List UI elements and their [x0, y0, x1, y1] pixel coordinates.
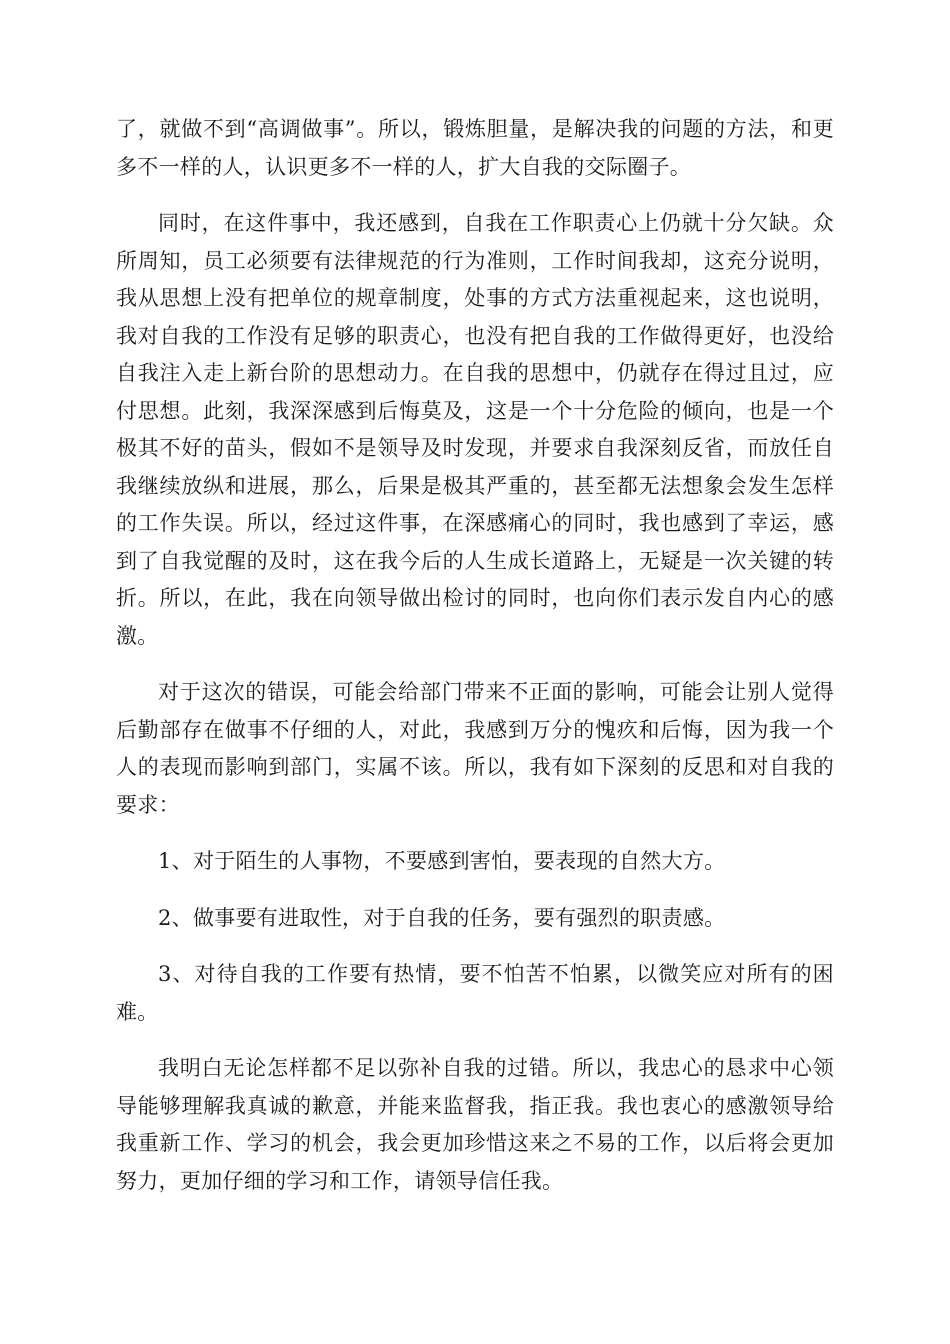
- list-item-3: 3、对待自我的工作要有热情，要不怕苦不怕累，以微笑应对所有的困难。: [116, 962, 834, 1024]
- paragraph-2: 同时，在这件事中，我还感到，自我在工作职责心上仍就十分欠缺。众所周知，员工必须要有法律规范的行为准则，工作时间我却，这充分说明，我从思想上没有把单位的规章制度，处事的方式方法重视起来，这也说明，我对自我的工作没有足够的职责心，也没有把自我的工作做得更好，也没给自我注入走上新台阶的思想动力。在自我的思想中，仍就存在得过且过，应付思想。此刻，我深深感到后悔莫及，这是一个十分危险的倾向，也是一个极其不好的苗头，假如不是领导及时发现，并要求自我深刻反省，而放任自我继续放纵和进展，那么，后果是极其严重的，甚至都无法想象会发生怎样的工作失误。所以，经过这件事，在深感痛心的同时，我也感到了幸运，感到了自我觉醒的及时，这在我今后的人生成长道路上，无疑是一次关键的转折。所以，在此，我在向领导做出检讨的同时，也向你们表示发自内心的感激。: [116, 211, 834, 648]
- paragraph-1: 了，就做不到“高调做事”。所以，锻炼胆量，是解决我的问题的方法，和更多不一样的人，认识更多不一样的人，扩大自我的交际圈子。: [116, 117, 834, 179]
- paragraph-3: 对于这次的错误，可能会给部门带来不正面的影响，可能会让别人觉得后勤部存在做事不仔细的人，对此，我感到万分的愧疚和后悔，因为我一个人的表现而影响到部门，实属不该。所以，我有如下深刻的反思和对自我的要求：: [116, 680, 834, 817]
- document-page: [116, 111, 834, 1219]
- list-item-2: 2、做事要有进取性，对于自我的任务，要有强烈的职责感。: [158, 905, 726, 930]
- paragraph-closing: 我明白无论怎样都不足以弥补自我的过错。所以，我忠心的恳求中心领导能够理解我真诚的歉意，并能来监督我，指正我。我也衷心的感激领导给我重新工作、学习的机会，我会更加珍惜这来之不易的工作，以后将会更加努力，更加仔细的学习和工作，请领导信任我。: [116, 1056, 834, 1193]
- list-item-1: 1、对于陌生的人事物，不要感到害怕，要表现的自然大方。: [158, 849, 726, 873]
